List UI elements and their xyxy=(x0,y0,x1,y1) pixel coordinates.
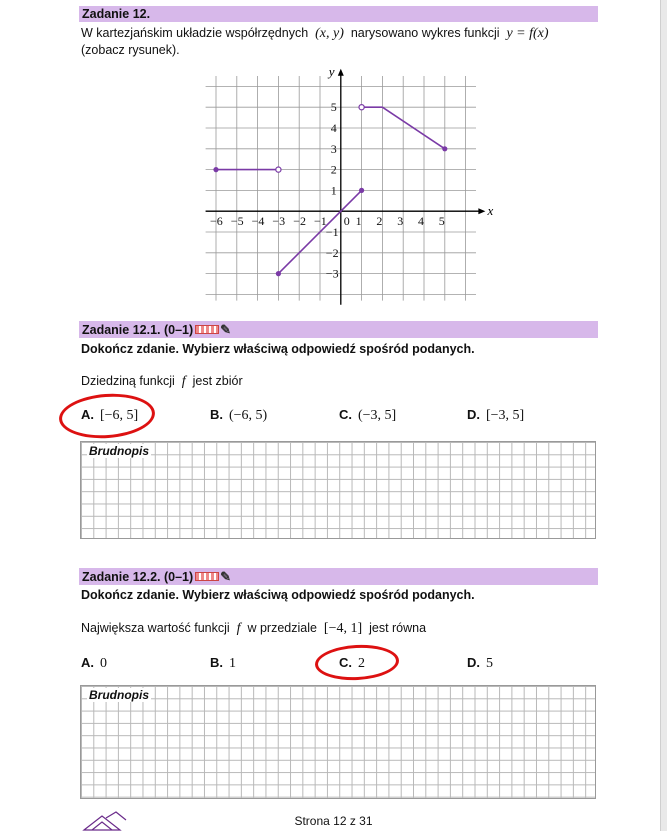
option-letter: A. xyxy=(81,655,94,670)
task-12-2-title: Zadanie 12.2. (0–1) xyxy=(82,569,194,584)
answer-option-b[interactable] xyxy=(210,407,267,424)
function-graph xyxy=(195,62,494,298)
page-number: Strona 12 z 31 xyxy=(294,814,373,828)
task-12-1-instruction: Dokończ zdanie. Wybierz właściwą odpowiedź spośród podanych. xyxy=(81,342,475,356)
intro-text-2: narysowano wykres funkcji xyxy=(350,26,500,40)
x-tick-label: 0 xyxy=(343,214,350,229)
x-tick-label: 4 xyxy=(418,214,424,229)
option-letter: B. xyxy=(210,655,223,670)
task-12-header xyxy=(79,6,598,22)
y-tick-label: −3 xyxy=(325,266,339,281)
y-tick-label: 4 xyxy=(330,121,337,135)
task-12-2-stem xyxy=(81,621,426,637)
stem-text-3: jest równa xyxy=(369,621,427,635)
closed-point xyxy=(276,271,281,276)
closed-point xyxy=(359,188,364,193)
task-12-title: Zadanie 12. xyxy=(82,7,151,21)
x-tick-label: 5 xyxy=(438,214,445,229)
option-value: 5 xyxy=(486,656,493,671)
option-letter: C. xyxy=(339,407,352,422)
pencil-icon: ✎ xyxy=(220,568,232,584)
task-12-2-header xyxy=(79,568,598,585)
answer-option-c[interactable] xyxy=(339,407,396,424)
option-value: 0 xyxy=(100,656,107,671)
y-tick-label: 5 xyxy=(330,100,337,115)
pencil-icon: ✎ xyxy=(220,321,232,337)
y-tick-label: 2 xyxy=(330,162,337,177)
scratchpad-label: Brudnopis xyxy=(89,444,149,458)
stem-text-1: Największa wartość funkcji xyxy=(81,621,230,635)
y-tick-label: −1 xyxy=(325,225,339,239)
scratchpad-grid[interactable] xyxy=(80,441,596,539)
option-value: 2 xyxy=(358,656,365,671)
x-tick-label: −5 xyxy=(230,214,244,229)
task-12-intro xyxy=(81,26,549,42)
stem-text-2: jest zbiór xyxy=(192,374,243,388)
score-box-icon xyxy=(195,572,219,581)
option-value: [−6, 5] xyxy=(100,408,139,423)
score-box-icon xyxy=(195,325,219,334)
open-point xyxy=(276,167,281,172)
option-letter: D. xyxy=(467,407,480,422)
option-letter: A. xyxy=(81,407,94,422)
x-tick-label: −4 xyxy=(251,214,265,229)
x-tick-label: 1 xyxy=(355,214,362,229)
y-tick-label: −2 xyxy=(325,245,339,260)
task-12-intro-2: (zobacz rysunek). xyxy=(81,43,180,57)
stem-function: f xyxy=(181,374,186,389)
answer-option-b[interactable] xyxy=(210,655,236,672)
stem-text-1: Dziedziną funkcji xyxy=(81,374,175,388)
option-letter: C. xyxy=(339,655,352,670)
option-value: [−3, 5] xyxy=(486,408,525,423)
answer-option-a[interactable] xyxy=(81,655,107,672)
x-axis-arrow xyxy=(478,208,485,214)
y-tick-label: 1 xyxy=(330,183,337,198)
task-12-1-stem xyxy=(81,374,243,390)
closed-point xyxy=(442,146,447,151)
x-tick-label: −2 xyxy=(293,214,306,229)
stem-interval: [−4, 1] xyxy=(323,621,363,636)
option-letter: B. xyxy=(210,407,223,422)
y-axis-arrow xyxy=(338,69,344,76)
intro-text-1: W kartezjańskim układzie współrzędnych xyxy=(81,26,309,40)
y-axis-label: y xyxy=(328,63,335,79)
closed-point xyxy=(213,167,218,172)
x-tick-label: 2 xyxy=(376,214,383,229)
stem-function: f xyxy=(236,621,241,636)
task-12-2-instruction: Dokończ zdanie. Wybierz właściwą odpowiedź spośród podanych. xyxy=(81,588,475,602)
stem-text-2: w przedziale xyxy=(247,621,317,635)
x-tick-label: 3 xyxy=(397,214,404,229)
answer-circle-a xyxy=(58,391,157,442)
option-letter: D. xyxy=(467,655,480,670)
option-value: (−3, 5] xyxy=(358,408,397,423)
page-edge xyxy=(660,0,667,831)
intro-xy: (x, y) xyxy=(315,26,344,41)
option-value: (−6, 5) xyxy=(229,408,268,423)
answer-option-d[interactable] xyxy=(467,407,524,424)
task-12-1-title: Zadanie 12.1. (0–1) xyxy=(82,322,194,337)
open-point xyxy=(359,105,364,110)
y-tick-label: 3 xyxy=(330,141,337,156)
option-value: 1 xyxy=(229,656,236,671)
x-tick-label: −3 xyxy=(272,214,286,229)
task-12-1-header xyxy=(79,321,598,338)
answer-option-d[interactable] xyxy=(467,655,493,672)
intro-function: y = f(x) xyxy=(506,26,549,41)
answer-circle-c xyxy=(314,643,400,682)
scratchpad-grid[interactable] xyxy=(80,685,596,799)
scratchpad-label: Brudnopis xyxy=(89,688,149,702)
x-tick-label: −6 xyxy=(210,214,223,229)
x-tick-label: −1 xyxy=(314,214,327,229)
x-axis-label: x xyxy=(487,203,494,219)
